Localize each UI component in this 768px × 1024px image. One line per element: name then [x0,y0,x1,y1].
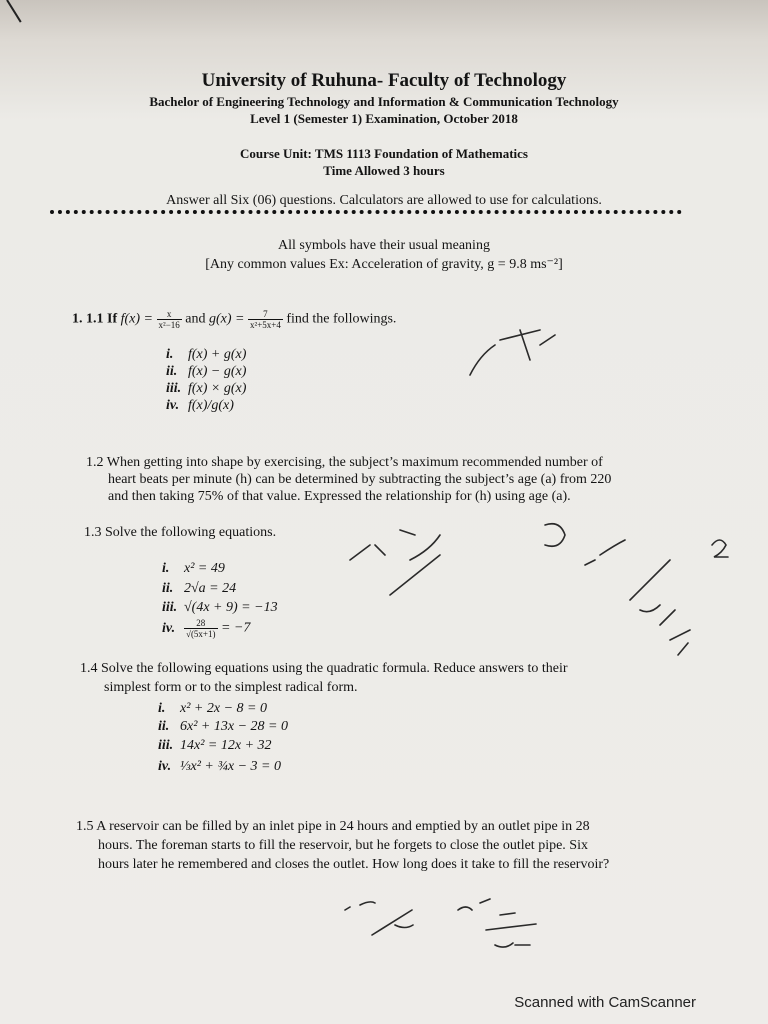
university-title: University of Ruhuna- Faculty of Technology [201,70,567,91]
degree-title: Bachelor of Engineering Technology and Information & Communication Technology [149,94,619,109]
list-item: i. x² = 49 [162,561,225,576]
question-1-5-line3: hours later he remembered and closes the outlet. How long does it take to fill the reservoir? [98,857,610,872]
question-tail: find the followings. [286,311,397,327]
list-item: iii. f(x) × g(x) [166,381,247,396]
question-1-3-title: 1.3 Solve the following equations. [84,525,277,540]
f-numerator: x [157,309,182,320]
question-1-4-line2: simplest form or to the simplest radical form. [104,680,358,695]
f-denominator: x²−16 [158,320,180,330]
g-denominator: x²+5x+4 [250,320,281,330]
list-item: ii. 2√a = 24 [162,581,237,596]
course-unit: Course Unit: TMS 1113 Foundation of Mathematics [240,146,528,161]
scanner-watermark: Scanned with CamScanner [514,994,696,1011]
f-definition: f(x) = [120,311,153,327]
list-item: iii. √(4x + 9) = −13 [162,600,278,615]
symbols-note: All symbols have their usual meaning [278,238,490,253]
list-item: ii. 6x² + 13x − 28 = 0 [158,719,288,734]
instructions: Answer all Six (06) questions. Calculators are allowed to use for calculations. [166,193,602,208]
constants-note: [Any common values Ex: Acceleration of gravity, g = 9.8 ms⁻²] [205,257,563,272]
question-1-2-line3: and then taking 75% of that value. Expressed the relationship for (h) using age (a). [108,489,571,504]
exam-title: Level 1 (Semester 1) Examination, October 2018 [250,111,518,126]
list-item: iii. 14x² = 12x + 32 [158,738,272,753]
list-item: iv. f(x)/g(x) [166,398,234,413]
list-item: i. x² + 2x − 8 = 0 [158,701,267,716]
and-text: and [185,311,206,327]
list-item: iv. ⅓x² + ¾x − 3 = 0 [158,759,281,774]
question-1-2-line2: heart beats per minute (h) can be determined by subtracting the subject’s age (a) from 220 [108,472,612,487]
list-item: ii. f(x) − g(x) [166,364,247,379]
time-allowed: Time Allowed 3 hours [323,163,445,178]
question-1-2-line1: 1.2 When getting into shape by exercising, the subject’s maximum recommended number of [86,455,603,470]
g-definition: g(x) = [209,311,245,327]
question-1-5-line2: hours. The foreman starts to fill the reservoir, but he forgets to close the outlet pipe. Six [98,838,588,853]
list-item: iv. $\frac{28}{√(5x+1)}$ = −7 [162,618,251,639]
question-1-4-line1: 1.4 Solve the following equations using the quadratic formula. Reduce answers to their [80,661,568,676]
g-numerator: 7 [248,309,283,320]
question-label: 1.1 If [86,311,118,327]
list-item: i. f(x) + g(x) [166,347,247,362]
question-1-5-line1: 1.5 A reservoir can be filled by an inlet pipe in 24 hours and emptied by an outlet pipe in 28 [76,819,590,834]
question-number: 1. [72,311,83,327]
